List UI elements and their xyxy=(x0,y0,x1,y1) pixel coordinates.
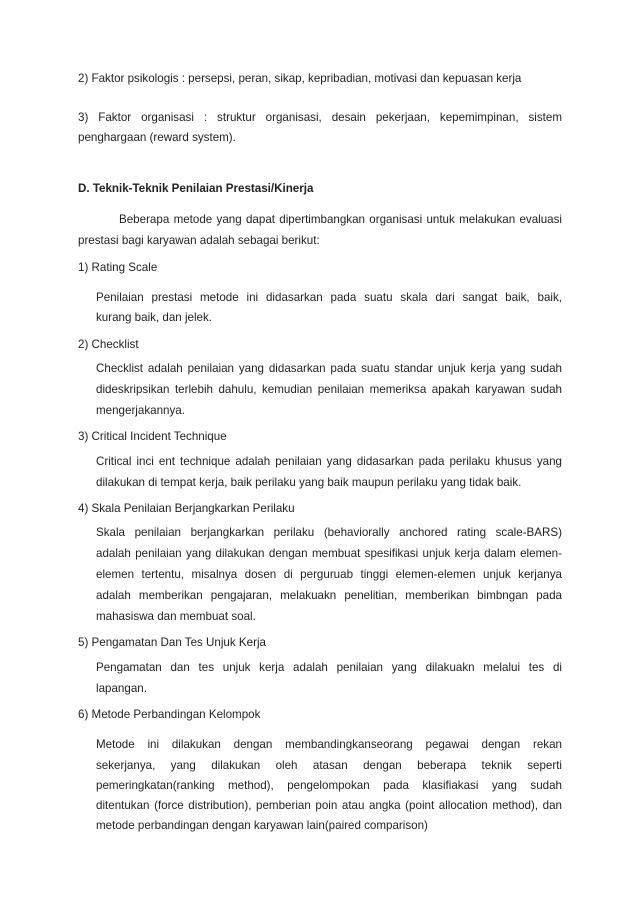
item-organization-factor-line1: 3) Faktor organisasi : struktur organisasi, desain pekerjaan, kepemimpinan, sistem xyxy=(78,111,562,124)
method-text-line: Skala penilaian berjangkarkan perilaku (behaviorally anchored rating scale-BARS) xyxy=(96,526,562,539)
method-text-line: Critical inci ent technique adalah penilaian yang didasarkan pada perilaku khusus yang xyxy=(96,455,562,468)
method-title-critical-incident: 3) Critical Incident Technique xyxy=(78,430,227,443)
intro-paragraph-line1: Beberapa metode yang dapat dipertimbangkan organisasi untuk melakukan evaluasi xyxy=(119,213,562,226)
method-text-line: dideskripsikan terlebih dahulu, kemudian penilaian memeriksa apakah karyawan sudah xyxy=(96,383,562,396)
method-title-rating-scale: 1) Rating Scale xyxy=(78,261,158,274)
method-text-line: metode perbandingan dengan karyawan lain(paired comparison) xyxy=(96,819,428,832)
method-text-line: lapangan. xyxy=(96,682,147,695)
intro-paragraph-line2: prestasi bagi karyawan adalah sebagai berikut: xyxy=(78,234,320,247)
method-text-line: sekerjanya, yang dilakukan oleh atasan dengan beberapa teknik seperti xyxy=(96,759,562,772)
item-psychological-factor: 2) Faktor psikologis : persepsi, peran, sikap, kepribadian, motivasi dan kepuasan kerja xyxy=(78,72,522,85)
method-text-line: Metode ini dilakukan dengan membandingkanseorang pegawai dengan rekan xyxy=(96,738,562,751)
method-text-line: elemen tertentu, misalnya dosen di perguruab tinggi elemen-elemen unjuk kerjanya xyxy=(96,568,562,581)
method-text-line: adalah penilaian yang dilakukan dengan membuat spesifikasi unjuk kerja dalam elemen- xyxy=(96,547,562,560)
method-text-line: pemeringkatan(ranking method), pengelompokan pada klasifiakasi yang sudah xyxy=(96,779,562,792)
method-text-line: Penilaian prestasi metode ini didasarkan pada suatu skala dari sangat baik, baik, xyxy=(96,291,562,304)
method-text-line: mahasiswa dan membuat soal. xyxy=(96,610,256,623)
method-text-line: Pengamatan dan tes unjuk kerja adalah penilaian yang dilakuakn melalui tes di xyxy=(96,661,562,674)
section-heading: D. Teknik-Teknik Penilaian Prestasi/Kinerja xyxy=(78,182,314,195)
item-organization-factor-line2: penghargaan (reward system). xyxy=(78,131,236,144)
method-text-line: ditentukan (force distribution), pemberian poin atau angka (point allocation method), dan xyxy=(96,799,562,812)
method-text-line: dilakukan di tempat kerja, baik perilaku yang baik maupun perilaku yang tidak baik. xyxy=(96,476,522,489)
method-text-line: mengerjakannya. xyxy=(96,404,185,417)
method-title-bars: 4) Skala Penilaian Berjangkarkan Perilaku xyxy=(78,502,295,515)
method-text-line: Checklist adalah penilaian yang didasarkan pada suatu standar unjuk kerja yang sudah xyxy=(96,362,562,375)
method-text-line: kurang baik, dan jelek. xyxy=(96,311,213,324)
method-text-line: adalah memberikan pengajaran, melakuakn penelitian, memberikan bimbngan pada xyxy=(96,589,562,602)
method-title-observation-test: 5) Pengamatan Dan Tes Unjuk Kerja xyxy=(78,636,266,649)
method-title-checklist: 2) Checklist xyxy=(78,338,139,351)
method-title-group-comparison: 6) Metode Perbandingan Kelompok xyxy=(78,708,261,721)
